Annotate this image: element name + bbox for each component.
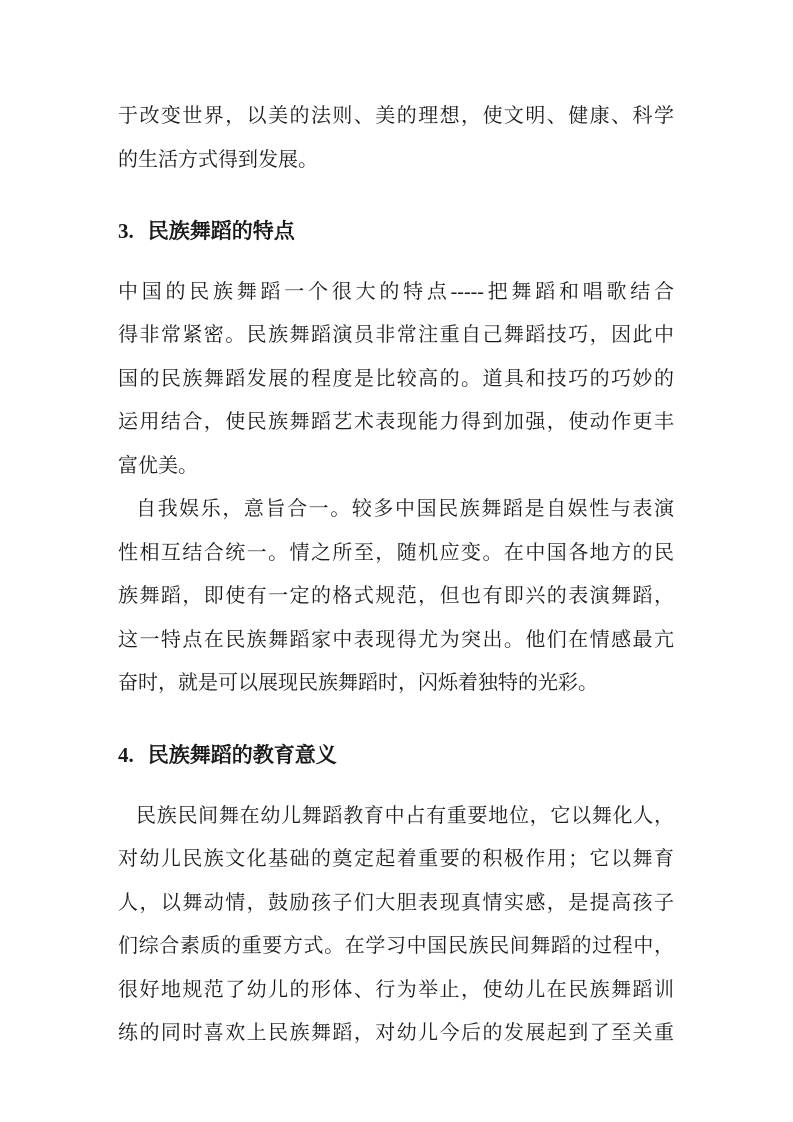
section-heading-4 — [118, 734, 674, 778]
text-line: 这一特点在民族舞蹈家中表现得尤为突出。他们在情感最亢 — [118, 628, 674, 651]
text-line: 很好地规范了幼儿的形体、行为举止，使幼儿在民族舞蹈训 — [118, 978, 674, 1001]
text-line: 得非常紧密。民族舞蹈演员非常注重自己舞蹈技巧，因此中 — [118, 324, 674, 347]
text-line: 民族民间舞在幼儿舞蹈教育中占有重要地位，它以舞化人， — [136, 804, 674, 827]
text-line: 奋时，就是可以展现民族舞蹈时，闪烁着独特的光彩。 — [118, 672, 598, 695]
text-line: 于改变世界，以美的法则、美的理想，使文明、健康、科学 — [118, 105, 674, 127]
section-number: 3. — [118, 219, 134, 243]
text-block — [118, 95, 674, 1056]
text-line: 富优美。 — [118, 454, 198, 477]
section-number: 4. — [118, 742, 134, 767]
section-title: 民族舞蹈的教育意义 — [147, 742, 337, 767]
text-line: 们综合素质的重要方式。在学习中国民族民间舞蹈的过程中， — [118, 935, 674, 958]
section-title: 民族舞蹈的特点 — [147, 219, 295, 243]
text-line: 自我娱乐，意旨合一。较多中国民族舞蹈是自娱性与表演 — [136, 498, 674, 521]
text-line: 族舞蹈，即使有一定的格式规范，但也有即兴的表演舞蹈， — [118, 585, 674, 608]
section-heading-3 — [118, 210, 674, 254]
text-line: 运用结合，使民族舞蹈艺术表现能力得到加强，使动作更丰 — [118, 411, 674, 434]
text-line: 对幼儿民族文化基础的奠定起着重要的积极作用；它以舞育 — [118, 848, 674, 871]
text-line: 的生活方式得到发展。 — [118, 148, 318, 171]
text-line: 人，以舞动情，鼓励孩子们大胆表现真情实感，是提高孩子 — [118, 891, 674, 914]
text-line: 练的同时喜欢上民族舞蹈，对幼儿今后的发展起到了至关重 — [118, 1022, 674, 1045]
text-line: 中国的民族舞蹈一个很大的特点-----把舞蹈和唱歌结合 — [118, 280, 674, 303]
text-line: 国的民族舞蹈发展的程度是比较高的。道具和技巧的巧妙的 — [118, 367, 674, 390]
text-line: 性相互结合统一。情之所至，随机应变。在中国各地方的民 — [118, 541, 674, 564]
